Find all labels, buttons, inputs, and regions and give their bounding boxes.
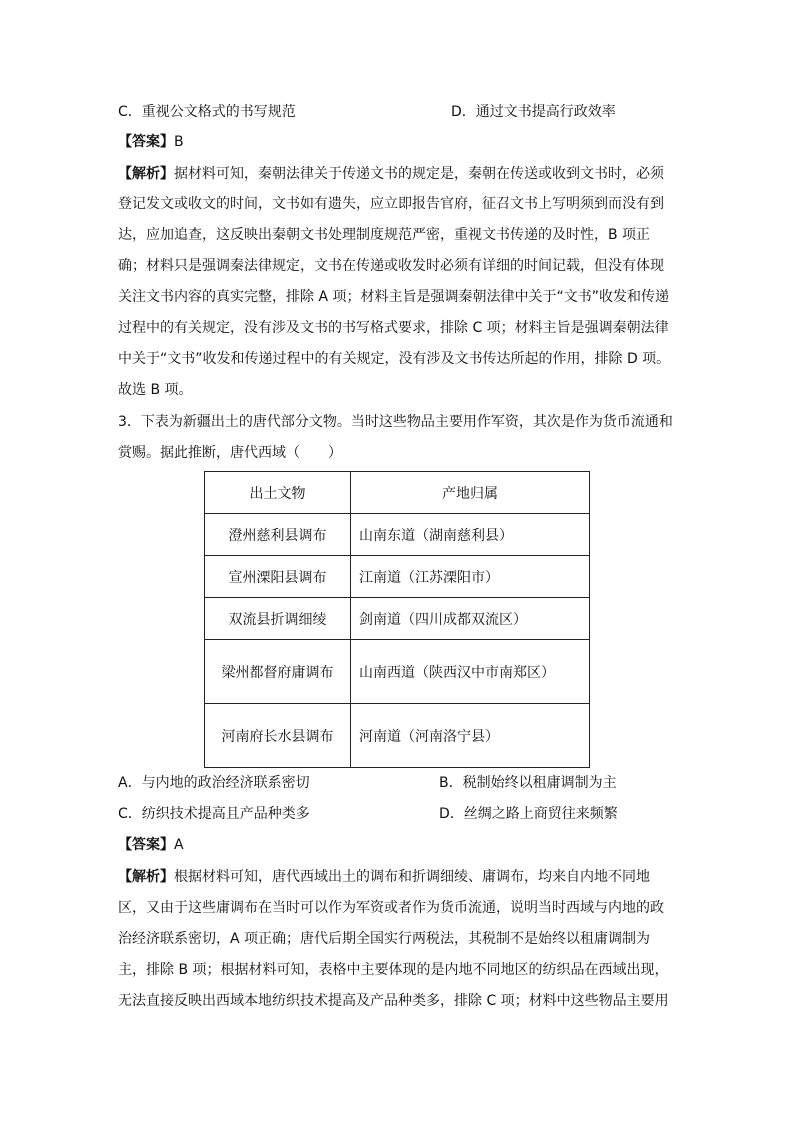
table-header-relic: 出土文物 xyxy=(205,472,351,514)
q3-option-c: C．纺织技术提高且产品种类多 xyxy=(118,806,310,822)
q2-analysis-line-6: 过程中的有关规定，没有涉及文书的书写格式要求，排除 C 项；材料主旨是强调秦朝法律 xyxy=(118,320,669,336)
q2-analysis-line-1 xyxy=(118,164,664,184)
q3-answer-label: 【答案】 xyxy=(118,837,174,853)
q3-answer-value: A xyxy=(174,837,184,853)
q3-analysis-line-1 xyxy=(118,867,650,887)
q3-option-d: D．丝绸之路上商贸往来频繁 xyxy=(439,806,618,822)
table-cell-origin: 河南道（河南洛宁县） xyxy=(351,704,590,768)
table-row xyxy=(205,704,590,768)
q2-analysis-line-7: 中关于“文书”收发和传递过程中的有关规定，没有涉及文书传达所起的作用，排除 D 项。 xyxy=(118,351,671,367)
q3-analysis-line-5: 无法直接反映出西域本地纺织技术提高及产品种类多，排除 C 项；材料中这些物品主要用 xyxy=(118,993,669,1009)
table-row xyxy=(205,640,590,704)
q2-option-c: C．重视公文格式的书写规范 xyxy=(118,104,296,120)
table-row xyxy=(205,598,590,640)
table-cell-origin: 山南西道（陕西汉中市南郑区） xyxy=(351,640,590,704)
q2-analysis-line-8: 故选 B 项。 xyxy=(118,382,193,398)
q3-analysis-line-3: 治经济联系密切，A 项正确；唐代后期全国实行两税法，其税制不是始终以租庸调制为 xyxy=(118,931,651,947)
q2-analysis-text-1: 据材料可知，秦朝法律关于传递文书的规定是，秦朝在传送或收到文书时，必须 xyxy=(174,166,664,182)
relics-table xyxy=(204,471,590,768)
table-cell-relic: 双流县折调细绫 xyxy=(205,598,351,640)
q3-option-b: B．税制始终以租庸调制为主 xyxy=(439,775,617,791)
table-header-row xyxy=(205,472,590,514)
table-cell-origin: 剑南道（四川成都双流区） xyxy=(351,598,590,640)
q2-analysis-line-5: 关注文书内容的真实完整，排除 A 项；材料主旨是强调秦朝法律中关于“文书”收发和传递 xyxy=(118,289,669,305)
table-header-origin: 产地归属 xyxy=(351,472,590,514)
table-row xyxy=(205,514,590,556)
table-row xyxy=(205,556,590,598)
q3-analysis-line-4: 主，排除 B 项；根据材料可知，表格中主要体现的是内地不同地区的纺织品在西域出现， xyxy=(118,962,669,978)
q3-option-a: A．与内地的政治经济联系密切 xyxy=(118,775,310,791)
q2-answer xyxy=(118,132,184,152)
table-cell-origin: 江南道（江苏溧阳市） xyxy=(351,556,590,598)
q2-analysis-label: 【解析】 xyxy=(118,166,174,182)
q2-answer-label: 【答案】 xyxy=(118,134,174,150)
table-cell-relic: 河南府长水县调布 xyxy=(205,704,351,768)
table-cell-relic: 梁州都督府庸调布 xyxy=(205,640,351,704)
q2-option-d: D．通过文书提高行政效率 xyxy=(451,104,616,120)
q3-stem-line-1: 3．下表为新疆出土的唐代部分文物。当时这些物品主要用作军资，其次是作为货币流通和 xyxy=(118,414,673,430)
q2-analysis-line-3: 达，应加追查，这反映出秦朝文书处理制度规范严密，重视文书传递的及时性，B 项正 xyxy=(118,227,651,243)
q2-analysis-line-4: 确；材料只是强调秦法律规定，文书在传递或收发时必须有详细的时间记载，但没有体现 xyxy=(118,258,664,274)
q2-answer-value: B xyxy=(174,134,184,150)
q3-stem-line-2: 赏赐。据此推断，唐代西域（ ） xyxy=(118,445,342,461)
table-cell-origin: 山南东道（湖南慈利县） xyxy=(351,514,590,556)
table-cell-relic: 澄州慈利县调布 xyxy=(205,514,351,556)
q3-analysis-line-2: 区，又由于这些庸调布在当时可以作为军资或者作为货币流通，说明当时西域与内地的政 xyxy=(118,900,664,916)
q3-analysis-text-1: 根据材料可知，唐代西域出土的调布和折调细绫、庸调布，均来自内地不同地 xyxy=(174,869,650,885)
q3-analysis-label: 【解析】 xyxy=(118,869,174,885)
q2-analysis-line-2: 登记发文或收文的时间，文书如有遗失，应立即报告官府，征召文书上写明须到而没有到 xyxy=(118,196,664,212)
table-cell-relic: 宣州溧阳县调布 xyxy=(205,556,351,598)
q3-answer xyxy=(118,835,184,855)
